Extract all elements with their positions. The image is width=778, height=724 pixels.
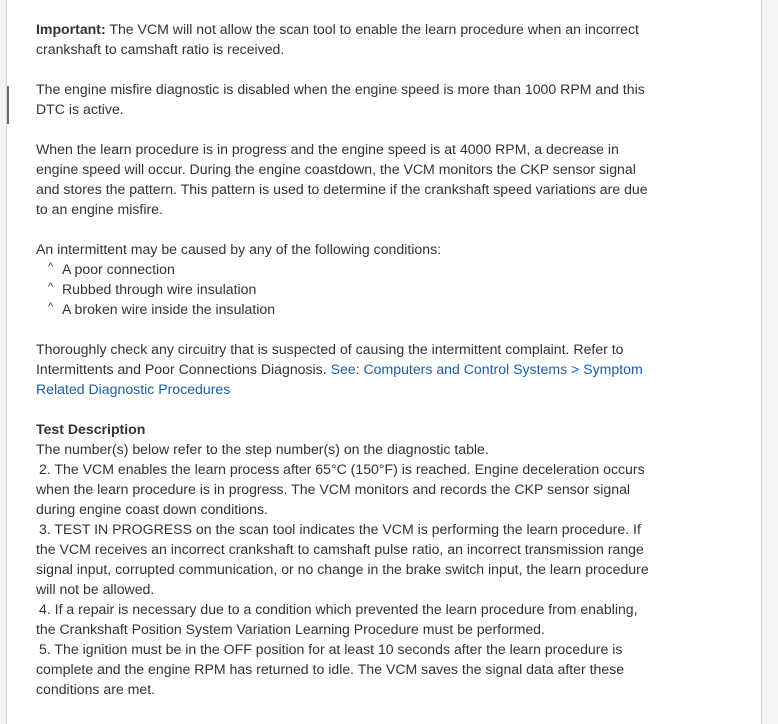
condition-text: Rubbed through wire insulation (62, 281, 257, 297)
condition-text: A poor connection (62, 261, 175, 277)
circuitry-paragraph (36, 339, 656, 399)
learn-procedure-paragraph: When the learn procedure is in progress and the engine speed is at 4000 RPM, a decrease in engine speed will occur. During the engine coastdown, the VCM monitors the CKP sensor signal and stores the pattern. This pattern is used to determine if the crankshaft speed variations are due to an engine misfire. (36, 141, 648, 217)
list-item (36, 299, 656, 319)
test-step: 3. TEST IN PROGRESS on the scan tool indicates the VCM is performing the learn procedure. If the VCM receives an incorrect crankshaft to camshaft pulse ratio, an incorrect transmission range signal input, corrupted communication, or no change in the brake switch input, the learn procedure will not be allowed. (36, 521, 649, 597)
document-content (36, 19, 656, 699)
document-frame (6, 0, 762, 724)
test-step: 4. If a repair is necessary due to a condition which prevented the learn procedure from enabling, the Crankshaft Position System Variation Learning Procedure must be performed. (36, 601, 638, 637)
conditions-list (36, 259, 656, 319)
important-label: Important: (36, 21, 106, 37)
circuitry-text: Thoroughly check any circuitry that is suspected of causing the intermittent complaint. Refer to Intermittents and Poor Connections Diagnosis. (36, 341, 624, 377)
list-item (36, 259, 656, 279)
test-description-intro: The number(s) below refer to the step number(s) on the diagnostic table. (36, 441, 489, 457)
caret-bullet-icon: ^ (48, 281, 54, 293)
important-text: The VCM will not allow the scan tool to enable the learn procedure when an incorrect crankshaft to camshaft ratio is received. (36, 21, 639, 57)
test-description-title: Test Description (36, 421, 146, 437)
intermittent-intro: An intermittent may be caused by any of the following conditions: (36, 241, 442, 257)
caret-bullet-icon: ^ (48, 261, 54, 273)
caret-bullet-icon: ^ (48, 301, 54, 313)
symptom-procedures-link[interactable]: See: Computers and Control Systems > Symptom Related Diagnostic Procedures (36, 361, 643, 397)
condition-text: A broken wire inside the insulation (62, 301, 276, 317)
test-step: 2. The VCM enables the learn process after 65°C (150°F) is reached. Engine deceleration occurs when the learn procedure is in progress. The VCM monitors and records the CKP sensor signal during engine coast down conditions. (36, 461, 645, 517)
scroll-edge-marker (7, 86, 9, 124)
misfire-paragraph: The engine misfire diagnostic is disabled when the engine speed is more than 1000 RPM and this DTC is active. (36, 81, 645, 117)
list-item (36, 279, 656, 299)
test-step: 5. The ignition must be in the OFF position for at least 10 seconds after the learn procedure is complete and the engine RPM has returned to idle. The VCM saves the signal data after these conditions are met. (36, 641, 625, 697)
important-note (36, 19, 656, 59)
